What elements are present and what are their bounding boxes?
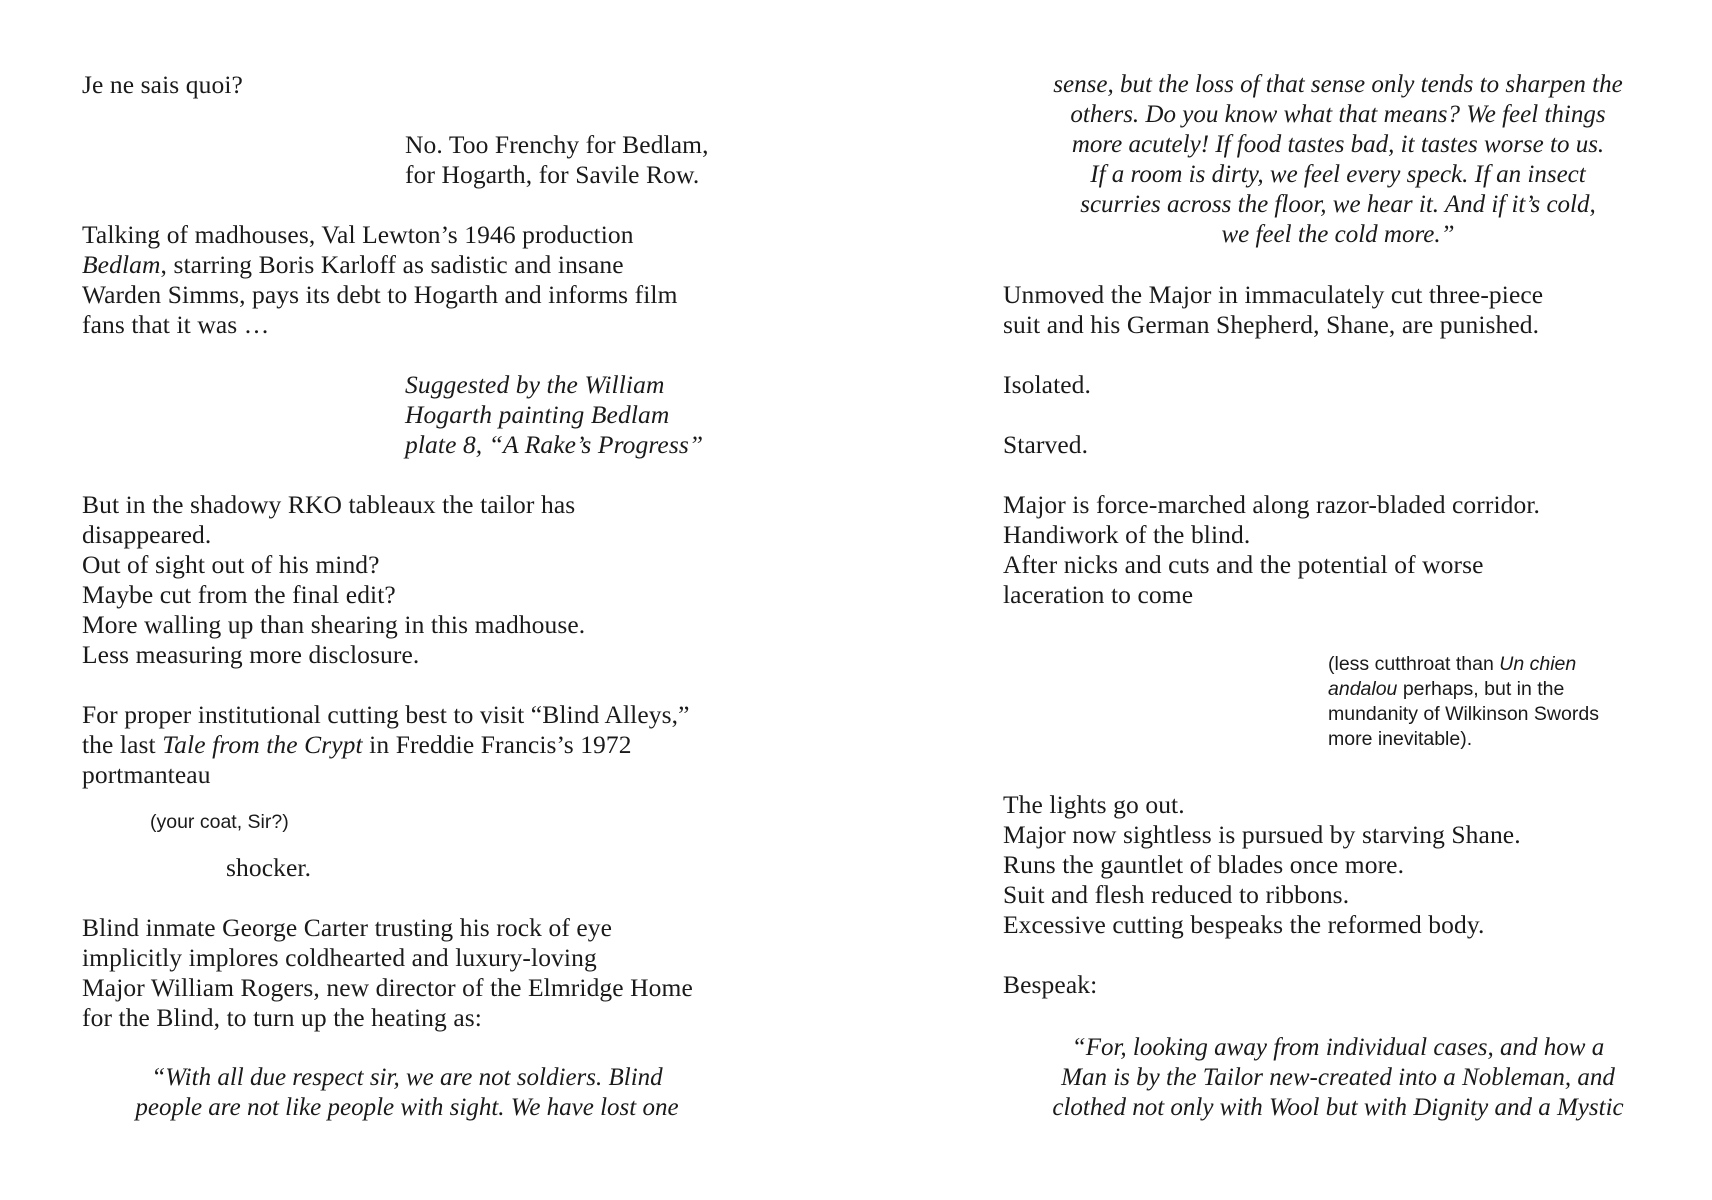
paragraph-blind-alleys: For proper institutional cutting best to visit “Blind Alleys,” the last Tale from the Crypt in Freddie Francis’s 1972 portmanteau [82, 700, 690, 789]
right-page [856, 0, 1712, 1200]
aside-less-cutthroat: (less cutthroat than Un chien andalou perhaps, but in the mundanity of Wilkinson Swords more inevitable). [1328, 653, 1599, 750]
paragraph-force-marched: Major is force-marched along razor-bladed corridor. Handiwork of the blind. After nicks and cuts and the potential of worse laceration to come [1003, 490, 1541, 609]
paragraph-madhouses: Talking of madhouses, Val Lewton’s 1946 production Bedlam, starring Boris Karloff as sadistic and insane Warden Simms, pays its debt to Hogarth and informs film fans that it was … [82, 220, 678, 339]
emphasis-andalou: andalou [1328, 678, 1398, 700]
emphasis-bedlam: Bedlam [82, 250, 161, 279]
word-shocker: shocker. [226, 853, 312, 882]
emphasis-tale-from-the-crypt: Tale from the Crypt [162, 730, 363, 759]
word-bespeak: Bespeak: [1003, 970, 1098, 999]
paragraph-george-carter: Blind inmate George Carter trusting his rock of eye implicitly implores coldhearted and luxury-loving Major William Rogers, new director of the Elmridge Home for the Blind, to turn up the heating as: [82, 913, 693, 1032]
paragraph-rko-tableaux: But in the shadowy RKO tableaux the tailor has disappeared. Out of sight out of his mind? Maybe cut from the final edit? More walling up than shearing in this madhouse. Less measuring more disclosure. [82, 490, 586, 669]
word-isolated: Isolated. [1003, 370, 1091, 399]
word-starved: Starved. [1003, 430, 1089, 459]
quote-with-all-due-respect: “With all due respect sir, we are not soldiers. Blind people are not like people with sight. We have lost one [135, 1064, 679, 1121]
aside-your-coat: (your coat, Sir?) [150, 811, 289, 833]
paragraph-unmoved-major: Unmoved the Major in immaculately cut three-piece suit and his German Shepherd, Shane, are punished. [1003, 280, 1544, 339]
paragraph-je-ne-sais-quoi: Je ne sais quoi? [82, 70, 243, 99]
paragraph-lights-go-out: The lights go out. Major now sightless is pursued by starving Shane. Runs the gauntlet of blades once more. Suit and flesh reduced to ribbons. Excessive cutting bespeaks the reformed body. [1003, 790, 1521, 939]
quote-for-looking-away: “For, looking away from individual cases, and how a Man is by the Tailor new-created into a Nobleman, and clothed not only with Wool but with Dignity and a Mystic [1052, 1034, 1624, 1121]
film-credit-quote: Suggested by the William Hogarth painting Bedlam plate 8, “A Rake’s Progress” [405, 370, 704, 459]
quote-continued-blind-people: sense, but the loss of that sense only tends to sharpen the others. Do you know what that means? We feel things more acutely! If food tastes bad, it tastes worse to us. If a room is dirty, we feel every speck. If an insect scurries across the floor, we hear it. And if it’s cold, we feel the cold more.” [1053, 71, 1623, 248]
emphasis-un-chien: Un chien [1499, 653, 1577, 675]
indented-reply: No. Too Frenchy for Bedlam, for Hogarth, for Savile Row. [405, 130, 709, 189]
